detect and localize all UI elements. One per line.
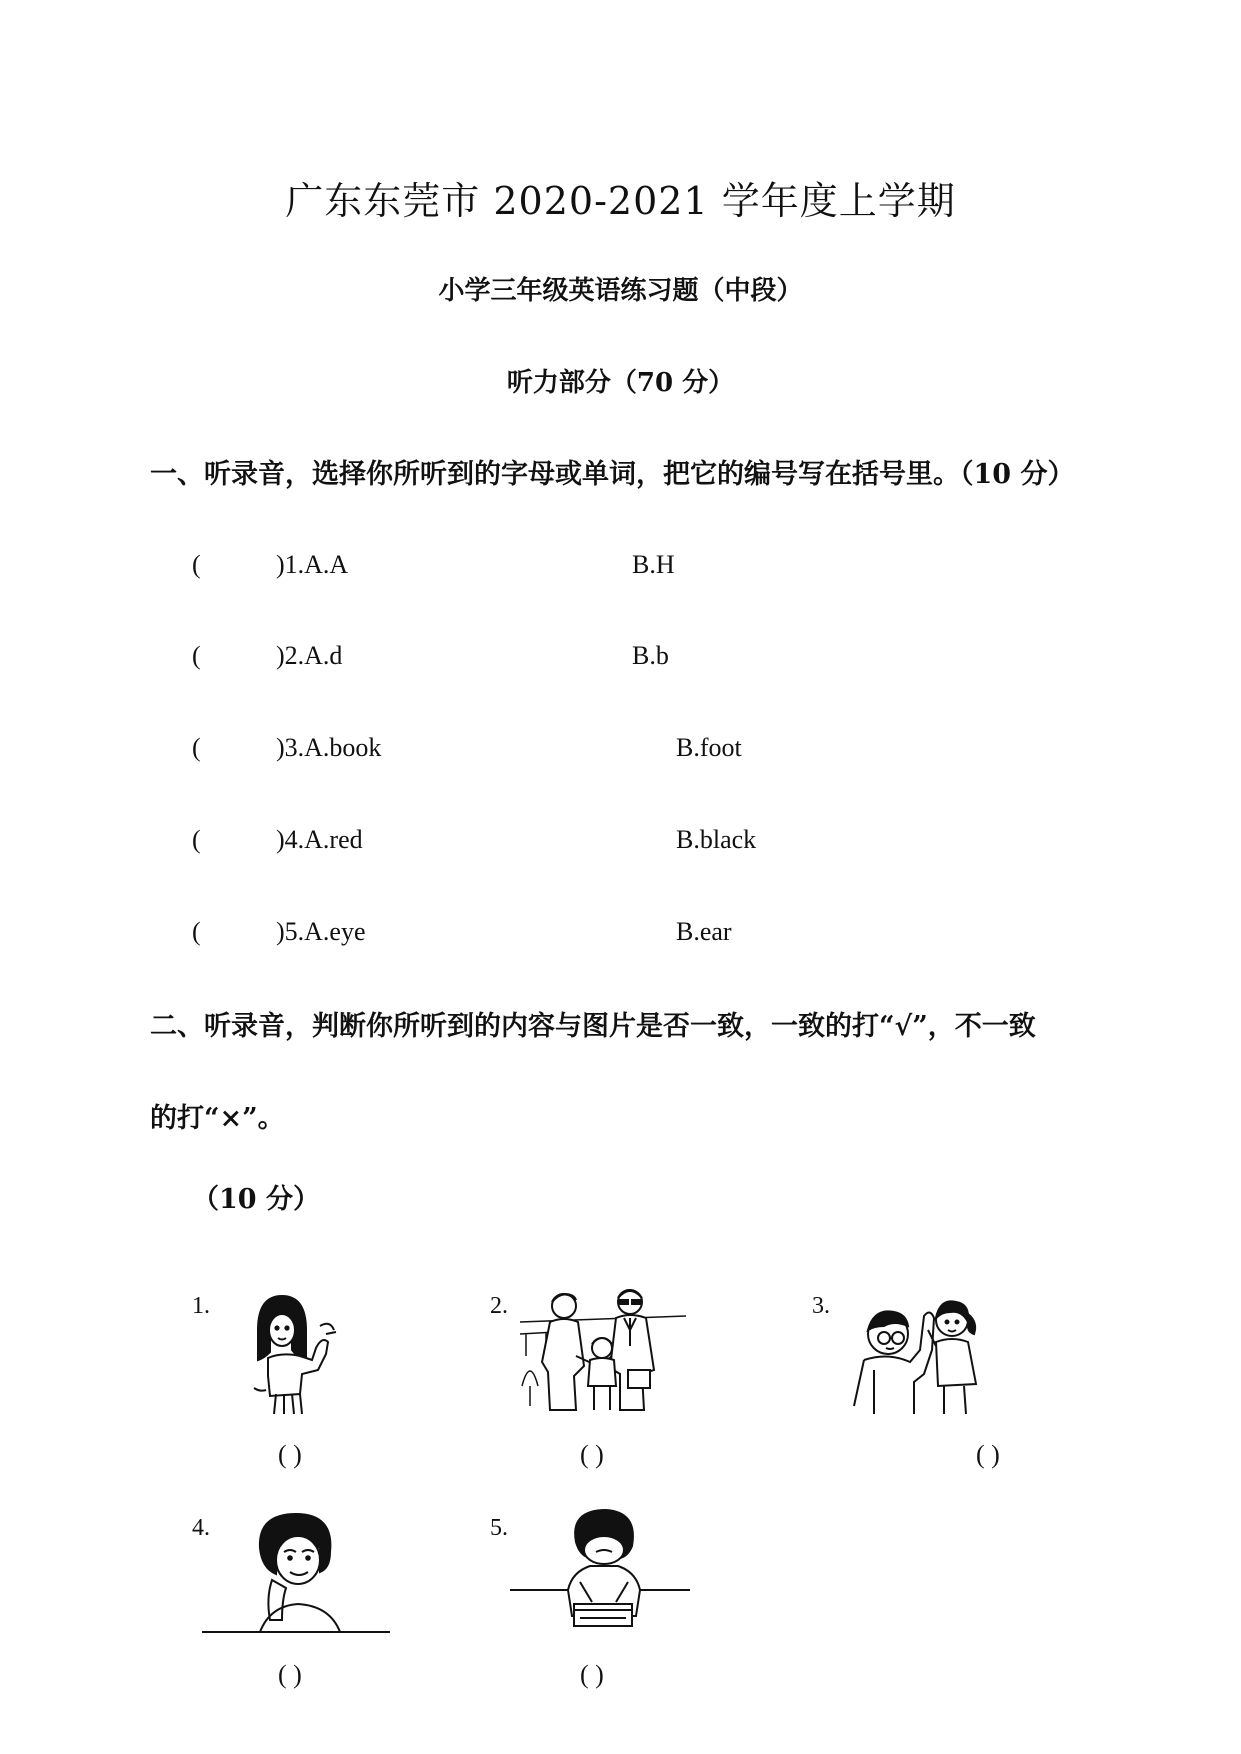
question-4-option-b: B.black [676, 825, 757, 854]
picture-5-answer-paren: ( ) [580, 1660, 604, 1689]
picture-1-number: 1. [192, 1293, 210, 1319]
picture-2-answer-paren: ( ) [580, 1440, 604, 1469]
picture-4-number: 4. [192, 1515, 210, 1541]
section2-instruction-line1: 二、听录音，判断你所听到的内容与图片是否一致，一致的打“√”，不一致 [150, 1011, 1036, 1042]
picture-3-number: 3. [812, 1293, 830, 1319]
two-children-waving-icon [844, 1290, 994, 1418]
answer-paren-open: ( [192, 825, 201, 854]
page-subtitle: 小学三年级英语练习题（中段） [438, 276, 803, 306]
question-2-option-a: )2.A.d [276, 641, 343, 670]
question-1-option-a: )1.A.A [276, 550, 349, 579]
girl-chin-on-hand-icon [200, 1508, 390, 1638]
picture-4-answer-paren: ( ) [278, 1660, 302, 1689]
picture-2-number: 2. [490, 1293, 508, 1319]
picture-1-answer-paren: ( ) [278, 1440, 302, 1469]
picture-5-number: 5. [490, 1515, 508, 1541]
part-heading: 听力部分（70 分） [506, 368, 735, 398]
question-5-option-a: )5.A.eye [276, 917, 366, 946]
answer-paren-open: ( [192, 733, 201, 762]
family-greeting-icon [516, 1286, 686, 1416]
picture-3-answer-paren: ( ) [976, 1440, 1000, 1469]
page-title: 广东东莞市 2020-2021 学年度上学期 [285, 179, 956, 223]
question-5-option-b: B.ear [676, 917, 732, 946]
question-4-option-a: )4.A.red [276, 825, 363, 854]
answer-paren-open: ( [192, 917, 201, 946]
section1-instruction: 一、听录音，选择你所听到的字母或单词，把它的编号写在括号里。（10 分） [150, 459, 1075, 490]
section2-points: （10 分） [192, 1184, 320, 1215]
boy-reading-book-icon [510, 1506, 690, 1636]
girl-touching-shoulder-icon [236, 1290, 356, 1418]
question-3-option-b: B.foot [676, 733, 742, 762]
question-3-option-a: )3.A.book [276, 733, 382, 762]
question-1-option-b: B.H [632, 550, 675, 579]
answer-paren-open: ( [192, 641, 201, 670]
section2-instruction-line2: 的打“×”。 [150, 1103, 285, 1134]
answer-paren-open: ( [192, 550, 201, 579]
question-2-option-b: B.b [632, 641, 669, 670]
